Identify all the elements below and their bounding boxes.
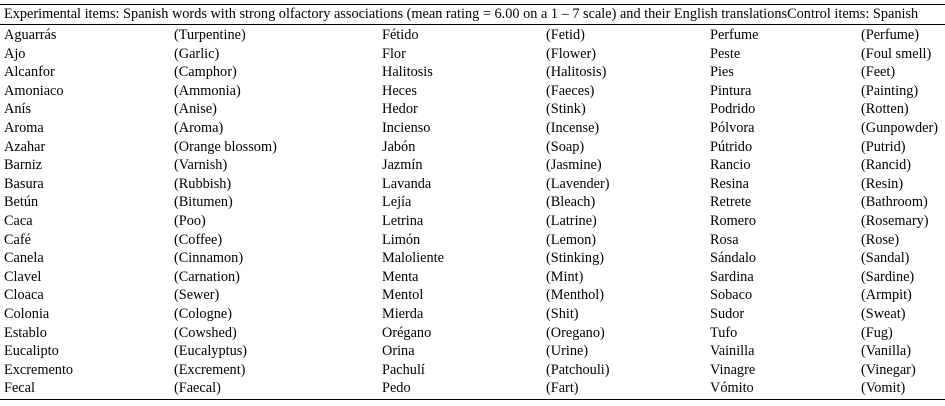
spanish-word-cell: Sobaco [710,287,753,304]
spanish-word-cell: Aguarrás [4,27,57,43]
table-row [0,342,945,361]
english-translation-cell: (Sweat) [861,305,906,322]
english-translation-cell: (Oregano) [546,324,605,341]
english-translation-cell: (Incense) [546,119,600,136]
english-translation-cell: (Jasmine) [546,157,602,174]
table-row [0,156,945,175]
spanish-word-cell: Vinagre [710,361,756,378]
spanish-word-cell: Azahar [4,138,46,155]
english-translation-cell: (Aroma) [174,119,224,136]
spanish-word-cell: Aroma [4,119,44,136]
spanish-word-cell: Alcanfor [4,64,55,81]
english-translation-cell: (Bleach) [546,194,596,211]
english-translation-cell: (Rancid) [861,157,912,174]
english-translation-cell: (Armpit) [861,287,912,304]
english-translation-cell: (Varnish) [174,157,228,174]
spanish-word-cell: Pedo [382,380,411,397]
table-row [0,100,945,119]
english-translation-cell: (Anise) [174,101,217,118]
spanish-word-cell: Tufo [710,324,738,341]
spanish-word-cell: Eucalipto [4,343,59,360]
table-row [0,305,945,324]
spanish-word-cell: Retrete [710,194,752,211]
spanish-word-cell: Sudor [710,305,745,322]
table-row [0,249,945,268]
table-row [0,175,945,194]
spanish-word-cell: Fecal [4,380,35,397]
table-row [0,379,945,398]
spanish-word-cell: Incienso [382,119,431,136]
spanish-word-cell: Letrina [382,212,424,229]
english-translation-cell: (Bathroom) [861,194,928,211]
spanish-word-cell: Pintura [710,82,752,99]
english-translation-cell: (Shit) [546,305,579,322]
english-translation-cell: (Lemon) [546,231,597,248]
english-translation-cell: (Fug) [861,324,893,341]
table-row [0,286,945,305]
spanish-word-cell: Rancio [710,157,751,174]
english-translation-cell: (Menthol) [546,287,604,304]
table-row [0,82,945,101]
spanish-word-cell: Vainilla [710,343,755,360]
bottom-rule [0,399,945,400]
english-translation-cell: (Fetid) [546,27,585,43]
english-translation-cell: (Foul smell) [861,45,932,62]
spanish-word-cell: Cloaca [4,287,44,304]
english-translation-cell: (Vanilla) [861,343,912,360]
spanish-word-cell: Sardina [710,268,754,285]
spanish-word-cell: Podrido [710,101,756,118]
spanish-word-cell: Clavel [4,268,42,285]
english-translation-cell: (Urine) [546,343,589,360]
table-row [0,361,945,380]
english-translation-cell: (Coffee) [174,231,223,248]
english-translation-cell: (Vomit) [861,380,906,397]
english-translation-cell: (Vinegar) [861,361,916,378]
table-row [0,63,945,82]
spanish-word-cell: Pies [710,64,734,81]
english-translation-cell: (Painting) [861,82,919,99]
spanish-word-cell: Rosa [710,231,739,248]
english-translation-cell: (Cowshed) [174,324,237,341]
spanish-word-cell: Jabón [382,138,416,155]
table-row [0,26,945,45]
spanish-word-cell: Mierda [382,305,424,322]
english-translation-cell: (Stink) [546,101,586,118]
spanish-word-cell: Resina [710,175,749,192]
table-row [0,231,945,250]
header-rule [0,24,945,25]
english-translation-cell: (Rotten) [861,101,909,118]
spanish-word-cell: Romero [710,212,757,229]
english-translation-cell: (Cinnamon) [174,250,244,267]
english-translation-cell: (Excrement) [174,361,246,378]
english-translation-cell: (Soap) [546,138,585,155]
english-translation-cell: (Perfume) [861,27,919,43]
table-body [0,26,945,398]
english-translation-cell: (Cologne) [174,305,232,322]
spanish-word-cell: Colonia [4,305,50,322]
spanish-word-cell: Amoniaco [4,82,64,99]
spanish-word-cell: Flor [382,45,406,62]
english-translation-cell: (Flower) [546,45,597,62]
english-translation-cell: (Lavender) [546,175,610,192]
english-translation-cell: (Eucalyptus) [174,343,248,360]
spanish-word-cell: Orina [382,343,415,360]
spanish-word-cell: Establo [4,324,47,341]
spanish-word-cell: Lavanda [382,175,432,192]
english-translation-cell: (Poo) [174,212,206,229]
spanish-word-cell: Peste [710,45,741,62]
spanish-word-cell: Café [4,231,31,248]
english-translation-cell: (Faecal) [174,380,221,397]
spanish-word-cell: Pútrido [710,138,753,155]
spanish-word-cell: Halitosis [382,64,433,81]
english-translation-cell: (Rosemary) [861,212,929,229]
english-translation-cell: (Orange blossom) [174,138,277,155]
english-translation-cell: (Bitumen) [174,194,233,211]
english-translation-cell: (Carnation) [174,268,240,285]
english-translation-cell: (Sandal) [861,250,910,267]
table-row [0,119,945,138]
english-translation-cell: (Sewer) [174,287,220,304]
spanish-word-cell: Canela [4,250,44,267]
spanish-word-cell: Barniz [4,157,43,174]
spanish-word-cell: Perfume [710,27,759,43]
spanish-word-cell: Vómito [710,380,754,397]
english-translation-cell: (Faeces) [546,82,595,99]
spanish-word-cell: Excremento [4,361,74,378]
english-translation-cell: (Stinking) [546,250,604,267]
spanish-word-cell: Caca [4,212,33,229]
spanish-word-cell: Basura [4,175,44,192]
spanish-word-cell: Hedor [382,101,418,118]
spanish-word-cell: Orégano [382,324,432,341]
english-translation-cell: (Patchouli) [546,361,610,378]
spanish-word-cell: Pachulí [382,361,425,378]
english-translation-cell: (Garlic) [174,45,220,62]
english-translation-cell: (Mint) [546,268,584,285]
spanish-word-cell: Mentol [382,287,424,304]
spanish-word-cell: Pólvora [710,119,755,136]
english-translation-cell: (Fart) [546,380,579,397]
spanish-word-cell: Limón [382,231,421,248]
table-caption: Experimental items: Spanish words with strong olfactory associations (mean rating = 6.00 on a 1 – 7 scale) and their English translationsControl items: Spanish [4,6,919,22]
table-row [0,268,945,287]
english-translation-cell: (Rose) [861,231,900,248]
spanish-word-cell: Betún [4,194,39,211]
spanish-word-cell: Heces [382,82,417,99]
english-translation-cell: (Turpentine) [174,27,246,43]
english-translation-cell: (Camphor) [174,64,237,81]
table-row [0,193,945,212]
spanish-word-cell: Menta [382,268,419,285]
english-translation-cell: (Halitosis) [546,64,607,81]
english-translation-cell: (Gunpowder) [861,119,939,136]
table-row [0,212,945,231]
spanish-word-cell: Anís [4,101,32,118]
english-translation-cell: (Ammonia) [174,82,241,99]
english-translation-cell: (Sardine) [861,268,915,285]
english-translation-cell: (Feet) [861,64,896,81]
spanish-word-cell: Fétido [382,27,419,43]
spanish-word-cell: Ajo [4,45,26,62]
english-translation-cell: (Putrid) [861,138,906,155]
spanish-word-cell: Lejía [382,194,412,211]
english-translation-cell: (Rubbish) [174,175,232,192]
spanish-word-cell: Sándalo [710,250,757,267]
spanish-word-cell: Jazmín [382,157,423,174]
table-row [0,138,945,157]
english-translation-cell: (Resin) [861,175,904,192]
spanish-word-cell: Maloliente [382,250,444,267]
table-row [0,324,945,343]
table-row [0,45,945,64]
english-translation-cell: (Latrine) [546,212,597,229]
